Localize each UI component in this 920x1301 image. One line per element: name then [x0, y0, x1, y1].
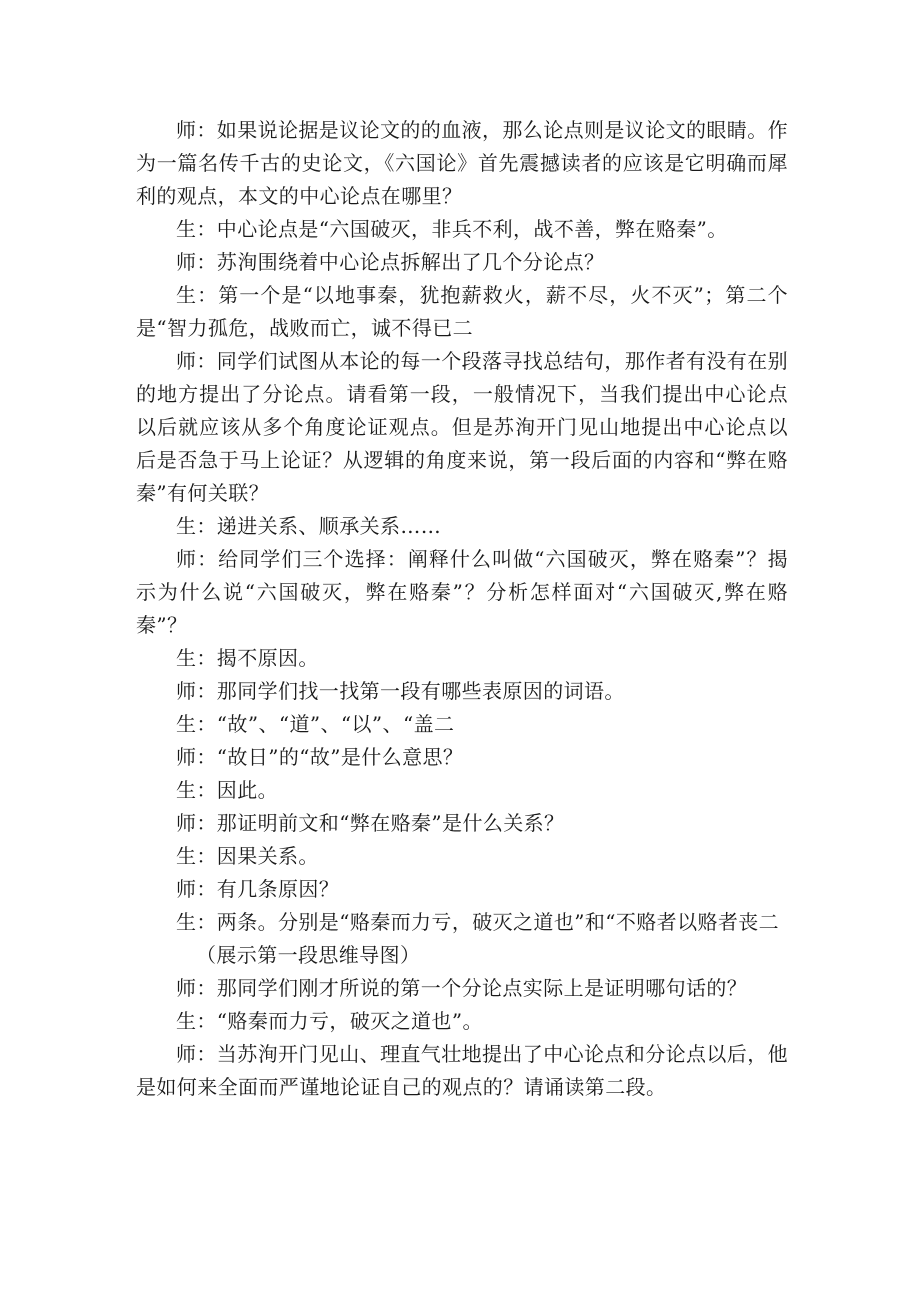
paragraph-9: 师：那同学们找一找第一段有哪些表原因的词语。: [176, 679, 625, 703]
paragraph-20: 师：当苏洵开门见山、理直气壮地提出了中心论点和分论点以后，他是如何来全面而严谨地论证自己的观点的？请诵读第二段。: [136, 1042, 788, 1099]
paragraph-5: 师：同学们试图从本论的每一个段落寻找总结句，那作者有没有在别的地方提出了分论点。请看第一段，一般情况下，当我们提出中心论点以后就应该从多个角度论证观点。但是苏洵开门见山地提出中心论点以后是否急于马上论证？从逻辑的角度来说，第一段后面的内容和“弊在赂秦”有何关联？: [136, 349, 788, 505]
paragraph-13: 师：那证明前文和“弊在赂秦”是什么关系？: [176, 811, 565, 835]
paragraph-11: 师：“故日”的“故”是什么意思？: [176, 745, 464, 769]
paragraph-7: 师：给同学们三个选择：阐释什么叫做“六国破灭，弊在赂秦”？揭示为什么说“六国破灭，弊在赂秦”？分析怎样面对“六国破灭,弊在赂秦”？: [136, 547, 788, 637]
paragraph-8: 生：揭不原因。: [176, 646, 319, 670]
paragraph-15: 师：有几条原因？: [176, 877, 340, 901]
paragraph-16: 生：两条。分别是“赂秦而力亏，破灭之道也”和“不赂者以赂者丧二: [176, 910, 780, 934]
mindmap-note: （展示第一段思维导图）: [196, 943, 421, 967]
paragraph-4: 生：第一个是“以地事秦，犹抱薪救火，薪不尽，火不灭”；第二个是“智力孤危，战败而亡，诚不得已二: [136, 283, 788, 340]
paragraph-3: 师：苏洵围绕着中心论点拆解出了几个分论点？: [176, 250, 605, 274]
paragraph-6: 生：递进关系、顺承关系……: [176, 514, 442, 538]
paragraph-14: 生：因果关系。: [176, 844, 319, 868]
paragraph-12: 生：因此。: [176, 778, 278, 802]
document-body: [136, 114, 788, 1104]
paragraph-2: 生：中心论点是“六国破灭，非兵不利，战不善，弊在赂秦”。: [176, 217, 728, 241]
paragraph-10: 生：“故”、“道”、“以”、“盖二: [176, 712, 455, 736]
paragraph-18: 师：那同学们刚才所说的第一个分论点实际上是证明哪句话的？: [176, 976, 748, 1000]
paragraph-19: 生：“赂秦而力亏，破灭之道也”。: [176, 1009, 483, 1033]
paragraph-1: 师：如果说论据是议论文的的血液，那么论点则是议论文的眼睛。作为一篇名传千古的史论文，《六国论》首先震撼读者的应该是它明确而犀利的观点，本文的中心论点在哪里？: [136, 118, 788, 208]
